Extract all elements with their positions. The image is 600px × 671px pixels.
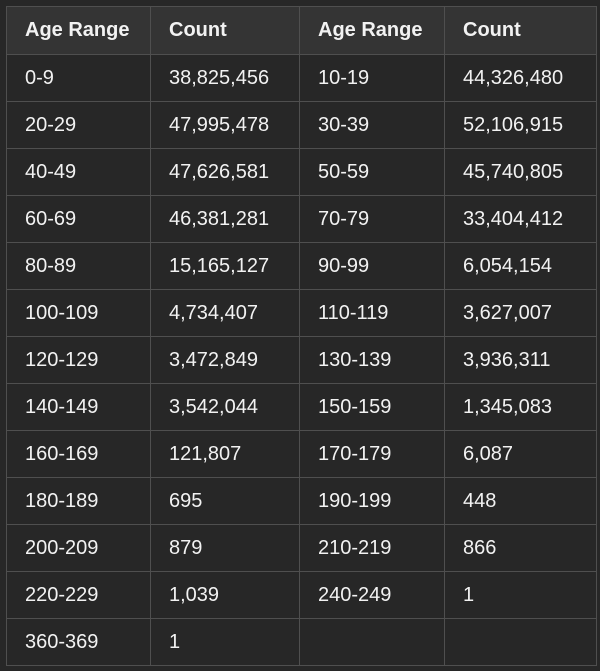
age-range-cell: 240-249: [300, 572, 445, 619]
count-cell: 3,627,007: [445, 290, 597, 337]
age-range-cell: 10-19: [300, 55, 445, 102]
table-row: [7, 149, 597, 196]
header-age-range-right: Age Range: [300, 7, 445, 55]
table-row: [7, 55, 597, 102]
count-cell: 15,165,127: [151, 243, 300, 290]
table-row: [7, 572, 597, 619]
age-range-cell: 170-179: [300, 431, 445, 478]
count-cell: 448: [445, 478, 597, 525]
age-range-cell: 0-9: [7, 55, 151, 102]
table-row: [7, 525, 597, 572]
count-cell: 6,087: [445, 431, 597, 478]
age-range-cell: 360-369: [7, 619, 151, 666]
count-cell: 4,734,407: [151, 290, 300, 337]
header-age-range-left: Age Range: [7, 7, 151, 55]
count-cell: 1,345,083: [445, 384, 597, 431]
age-range-cell: 120-129: [7, 337, 151, 384]
table-row: [7, 478, 597, 525]
age-range-cell: 210-219: [300, 525, 445, 572]
age-range-cell: 180-189: [7, 478, 151, 525]
age-range-cell: 190-199: [300, 478, 445, 525]
age-range-cell: 70-79: [300, 196, 445, 243]
count-cell: 46,381,281: [151, 196, 300, 243]
age-range-cell: 40-49: [7, 149, 151, 196]
count-cell: 866: [445, 525, 597, 572]
count-cell: 47,626,581: [151, 149, 300, 196]
header-count-right: Count: [445, 7, 597, 55]
age-range-cell: [300, 619, 445, 666]
table-row: [7, 102, 597, 149]
count-cell: 695: [151, 478, 300, 525]
header-count-left: Count: [151, 7, 300, 55]
count-cell: 6,054,154: [445, 243, 597, 290]
table-row: [7, 196, 597, 243]
count-cell: 52,106,915: [445, 102, 597, 149]
count-cell: 45,740,805: [445, 149, 597, 196]
age-range-cell: 90-99: [300, 243, 445, 290]
table-row: [7, 384, 597, 431]
age-range-cell: 150-159: [300, 384, 445, 431]
count-cell: 1: [445, 572, 597, 619]
header-row: [7, 7, 597, 55]
age-count-table: [6, 6, 597, 666]
table-header: [7, 7, 597, 55]
table-row: [7, 290, 597, 337]
table-row: [7, 337, 597, 384]
count-cell: 879: [151, 525, 300, 572]
age-range-cell: 110-119: [300, 290, 445, 337]
count-cell: [445, 619, 597, 666]
table-body: [7, 55, 597, 666]
count-cell: 38,825,456: [151, 55, 300, 102]
count-cell: 3,472,849: [151, 337, 300, 384]
count-cell: 47,995,478: [151, 102, 300, 149]
age-range-cell: 220-229: [7, 572, 151, 619]
age-range-cell: 130-139: [300, 337, 445, 384]
age-range-cell: 20-29: [7, 102, 151, 149]
count-cell: 121,807: [151, 431, 300, 478]
table-row: [7, 619, 597, 666]
age-range-cell: 200-209: [7, 525, 151, 572]
count-cell: 33,404,412: [445, 196, 597, 243]
count-cell: 3,936,311: [445, 337, 597, 384]
age-range-cell: 140-149: [7, 384, 151, 431]
age-range-cell: 60-69: [7, 196, 151, 243]
count-cell: 3,542,044: [151, 384, 300, 431]
count-cell: 1,039: [151, 572, 300, 619]
age-range-cell: 160-169: [7, 431, 151, 478]
count-cell: 1: [151, 619, 300, 666]
age-range-cell: 30-39: [300, 102, 445, 149]
table-row: [7, 243, 597, 290]
age-range-cell: 50-59: [300, 149, 445, 196]
age-range-cell: 80-89: [7, 243, 151, 290]
count-cell: 44,326,480: [445, 55, 597, 102]
age-range-cell: 100-109: [7, 290, 151, 337]
table-row: [7, 431, 597, 478]
